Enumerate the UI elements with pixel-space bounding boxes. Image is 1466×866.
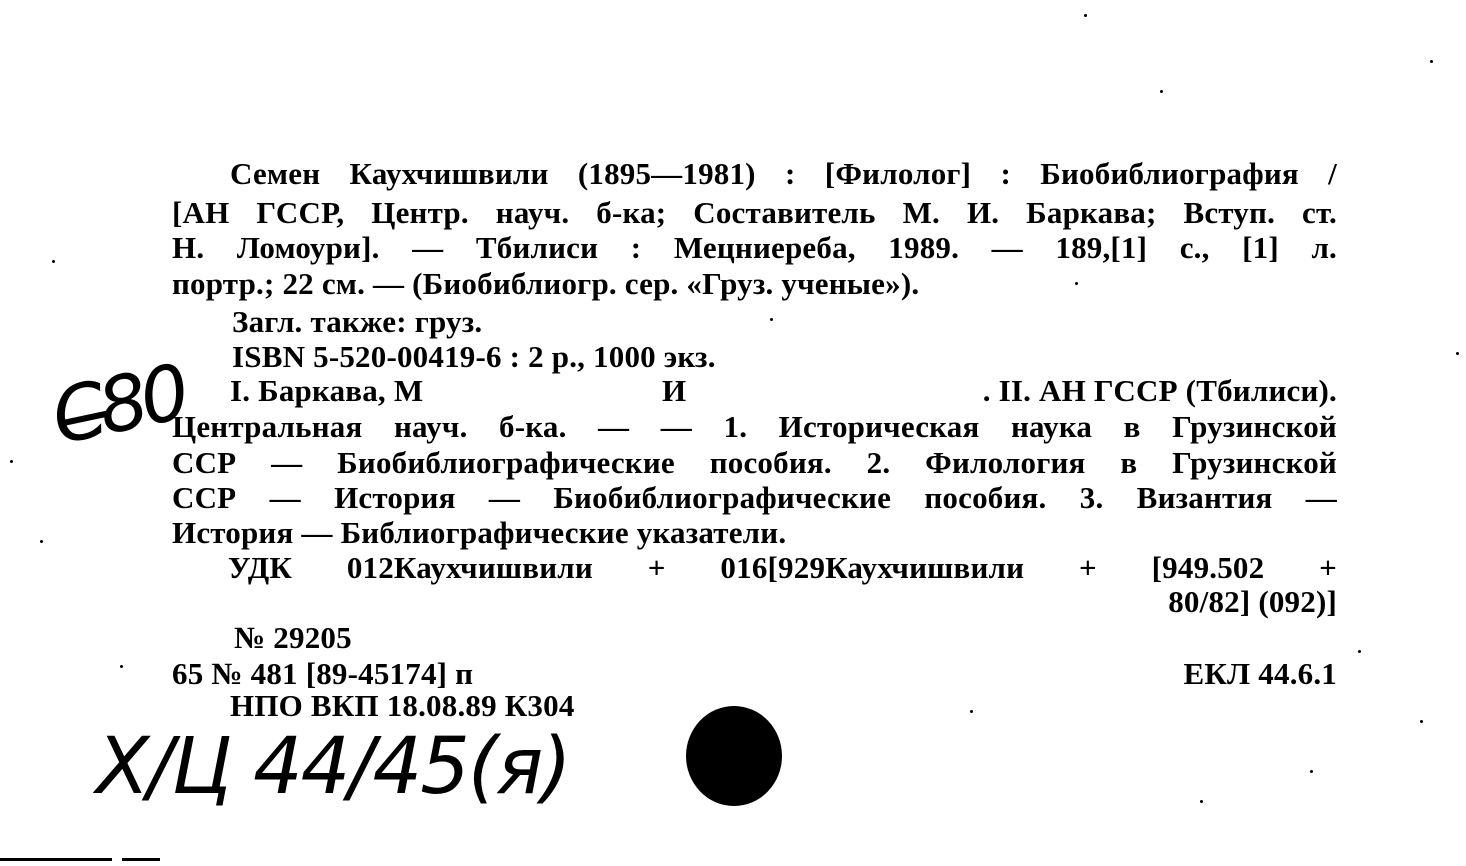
record-line-7c: . II. АН ГССР (Тбилиси). <box>982 373 1337 408</box>
speck <box>1160 90 1163 93</box>
speck <box>1420 720 1423 723</box>
record-line-8: Центральная науч. б-ка. — — 1. Историческая наука в Грузинской <box>172 409 1337 444</box>
bottom-rule-right <box>122 858 160 861</box>
speck <box>970 710 973 713</box>
record-line-7b: И <box>662 373 687 408</box>
ekl-code: ЕКЛ 44.6.1 <box>1183 656 1337 691</box>
speck <box>40 540 43 543</box>
record-line-1: Семен Каухчишвили (1895—1981) : [Филолог] : Биобиблиография / <box>230 156 1337 191</box>
speck <box>770 318 773 321</box>
handwritten-margin-mark: С̶80 <box>44 347 192 462</box>
print-line-65: 65 № 481 [89-45174] п <box>172 656 474 691</box>
record-line-4: портр.; 22 см. — (Биобиблиогр. сер. «Груз. ученые»). <box>172 266 920 301</box>
speck <box>1075 282 1078 285</box>
record-line-10: ССР — История — Биобиблиографические пособия. 3. Византия — <box>172 480 1337 515</box>
speck <box>120 665 123 668</box>
bottom-rule-left <box>0 858 112 861</box>
speck <box>1358 650 1361 653</box>
speck <box>1084 14 1087 17</box>
punch-hole <box>686 706 782 806</box>
handwritten-shelf-mark: Х/Ц 44/45(я) <box>96 722 570 812</box>
speck <box>1430 60 1433 63</box>
speck <box>1310 770 1313 773</box>
record-line-9: ССР — Биобиблиографические пособия. 2. Филология в Грузинской <box>172 445 1337 480</box>
record-line-7a: I. Баркава, М <box>230 373 424 408</box>
record-line-5: Загл. также: груз. <box>232 304 483 339</box>
udk-line: УДК 012Каухчишвили + 016[929Каухчишвили + [949.502 + <box>228 550 1337 585</box>
card-number: № 29205 <box>234 620 352 655</box>
record-line-2: [АН ГССР, Центр. науч. б-ка; Составитель М. И. Баркава; Вступ. ст. <box>172 195 1337 230</box>
npo-line: НПО ВКП 18.08.89 К304 <box>230 688 575 723</box>
udk-continuation: 80/82] (092)] <box>1168 584 1337 619</box>
record-line-3: Н. Ломоури]. — Тбилиси : Мецниереба, 1989. — 189,[1] с., [1] л. <box>172 230 1337 265</box>
isbn-line: ISBN 5-520-00419-6 : 2 р., 1000 экз. <box>232 339 716 374</box>
speck <box>52 260 55 263</box>
speck <box>1200 800 1203 803</box>
speck <box>1456 352 1459 355</box>
speck <box>10 460 13 463</box>
record-line-11: История — Библиографические указатели. <box>172 515 787 550</box>
